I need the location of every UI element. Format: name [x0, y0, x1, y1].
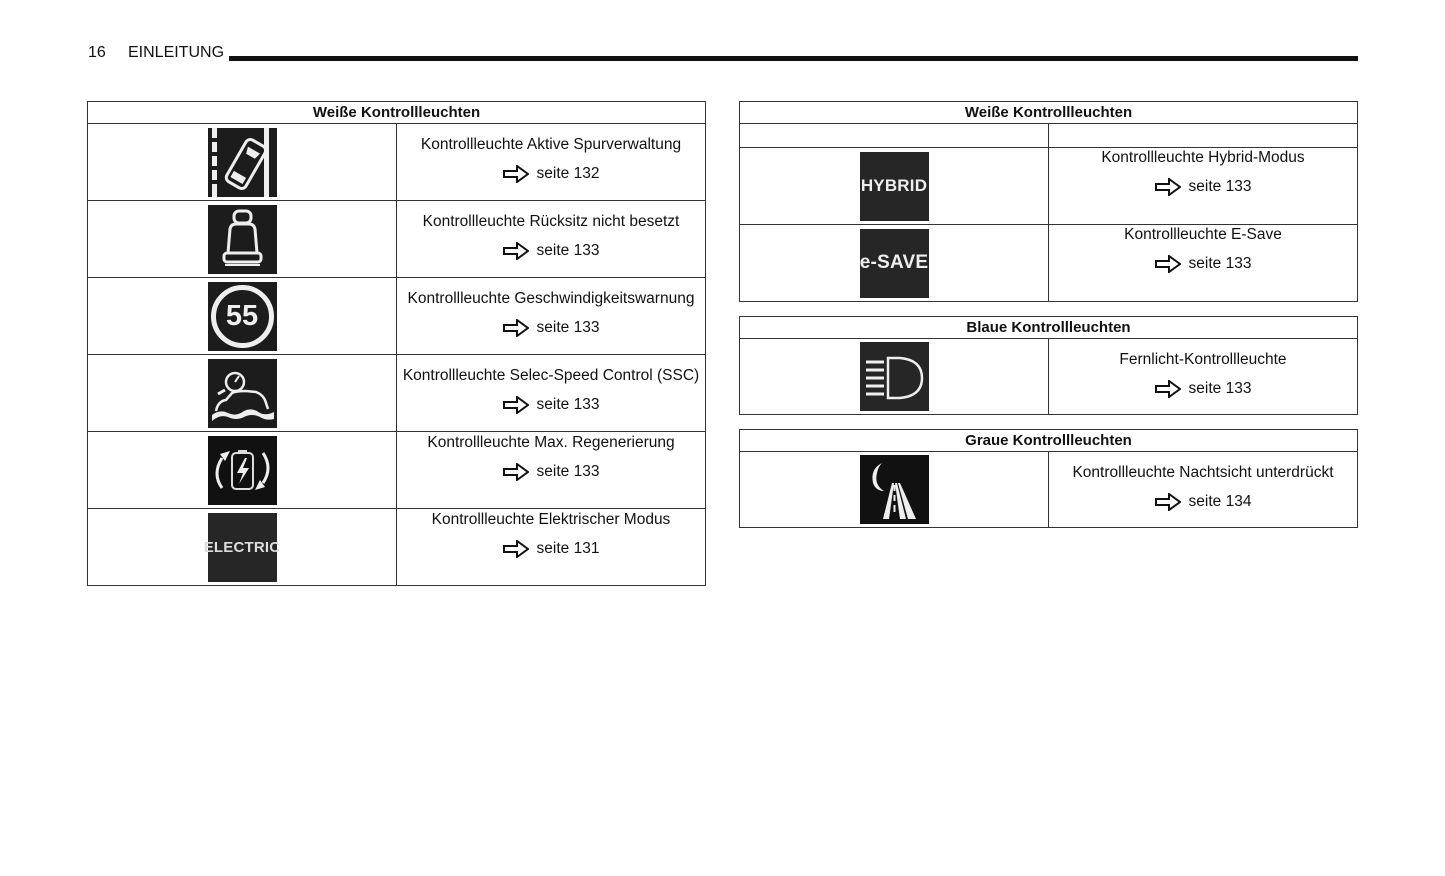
max-regeneration-icon: [208, 436, 277, 505]
arrow-right-icon: [1155, 178, 1181, 196]
page-reference[interactable]: [503, 165, 600, 183]
arrow-right-icon: [503, 540, 529, 558]
arrow-right-icon: [503, 319, 529, 337]
white-lights-table-left: [87, 101, 706, 586]
e-save-icon-text: e-SAVE: [859, 252, 929, 273]
table-row: [740, 225, 1358, 302]
page-reference-text: seite 133: [1188, 255, 1252, 272]
arrow-right-icon: [1155, 380, 1181, 398]
hybrid-mode-icon: [860, 152, 929, 221]
page-reference[interactable]: [503, 396, 600, 414]
speed-value: 55: [225, 299, 259, 332]
header-rule: [229, 56, 1358, 61]
light-label: Kontrollleuchte Max. Regenerierung: [427, 434, 675, 451]
page-header: [88, 44, 1358, 64]
table-row: [740, 452, 1358, 528]
table-row: [740, 148, 1358, 225]
table-row: [88, 124, 706, 201]
table-title: Blaue Kontrollleuchten: [740, 317, 1358, 339]
speed-limit-55-icon: [208, 282, 277, 351]
white-lights-table-right: [739, 101, 1358, 302]
arrow-right-icon: [1155, 255, 1181, 273]
grey-lights-table: [739, 429, 1358, 528]
page-reference[interactable]: [1155, 493, 1252, 511]
arrow-right-icon: [1155, 493, 1181, 511]
table-row: [740, 339, 1358, 415]
table-row: [88, 201, 706, 278]
chapter-title: EINLEITUNG: [128, 44, 225, 61]
e-save-icon: [860, 229, 929, 298]
hybrid-icon-text: HYBRID: [860, 176, 928, 195]
blue-lights-table: [739, 316, 1358, 415]
light-label: Kontrollleuchte Hybrid-Modus: [1101, 149, 1305, 166]
light-label: Kontrollleuchte Selec-Speed Control (SSC): [402, 367, 700, 384]
table-row: [88, 509, 706, 586]
page-reference[interactable]: [1155, 255, 1252, 273]
page-reference-text: seite 133: [536, 396, 600, 413]
empty-row: [740, 124, 1358, 148]
table-title: Weiße Kontrollleuchten: [88, 102, 706, 124]
arrow-right-icon: [503, 463, 529, 481]
table-title: Graue Kontrollleuchten: [740, 430, 1358, 452]
table-row: [88, 278, 706, 355]
table-title: Weiße Kontrollleuchten: [740, 102, 1358, 124]
light-label: Kontrollleuchte Elektrischer Modus: [431, 511, 671, 528]
light-label: Kontrollleuchte Rücksitz nicht besetzt: [422, 213, 680, 230]
rear-seat-icon: [208, 205, 277, 274]
light-label: Kontrollleuchte E-Save: [1124, 226, 1282, 243]
arrow-right-icon: [503, 396, 529, 414]
light-label: Fernlicht-Kontrollleuchte: [1119, 351, 1287, 368]
light-label: Kontrollleuchte Aktive Spurverwaltung: [420, 136, 682, 153]
high-beam-icon: [860, 342, 929, 411]
page-reference[interactable]: [503, 540, 600, 558]
arrow-right-icon: [503, 242, 529, 260]
table-row: [88, 355, 706, 432]
arrow-right-icon: [503, 165, 529, 183]
table-row: [88, 432, 706, 509]
page-reference-text: seite 133: [1188, 178, 1252, 195]
page-reference[interactable]: [1155, 380, 1252, 398]
page-reference-text: seite 131: [536, 540, 600, 557]
page-reference-text: seite 133: [536, 463, 600, 480]
page-reference[interactable]: [503, 319, 600, 337]
page-reference[interactable]: [503, 463, 600, 481]
page-reference-text: seite 133: [536, 242, 600, 259]
page-reference[interactable]: [1155, 178, 1252, 196]
light-label: Kontrollleuchte Geschwindigkeitswarnung: [407, 290, 695, 307]
page-number: 16: [88, 44, 106, 61]
page-reference[interactable]: [503, 242, 600, 260]
selec-speed-control-icon: [208, 359, 277, 428]
page-reference-text: seite 133: [536, 319, 600, 336]
night-vision-icon: [860, 455, 929, 524]
electric-icon-text: ELECTRIC: [203, 538, 281, 556]
page-reference-text: seite 134: [1188, 493, 1252, 510]
light-label: Kontrollleuchte Nachtsicht unterdrückt: [1072, 464, 1334, 481]
electric-mode-icon: [203, 513, 281, 582]
lane-management-icon: [208, 128, 277, 197]
page-reference-text: seite 133: [1188, 380, 1252, 397]
page-reference-text: seite 132: [536, 165, 600, 182]
